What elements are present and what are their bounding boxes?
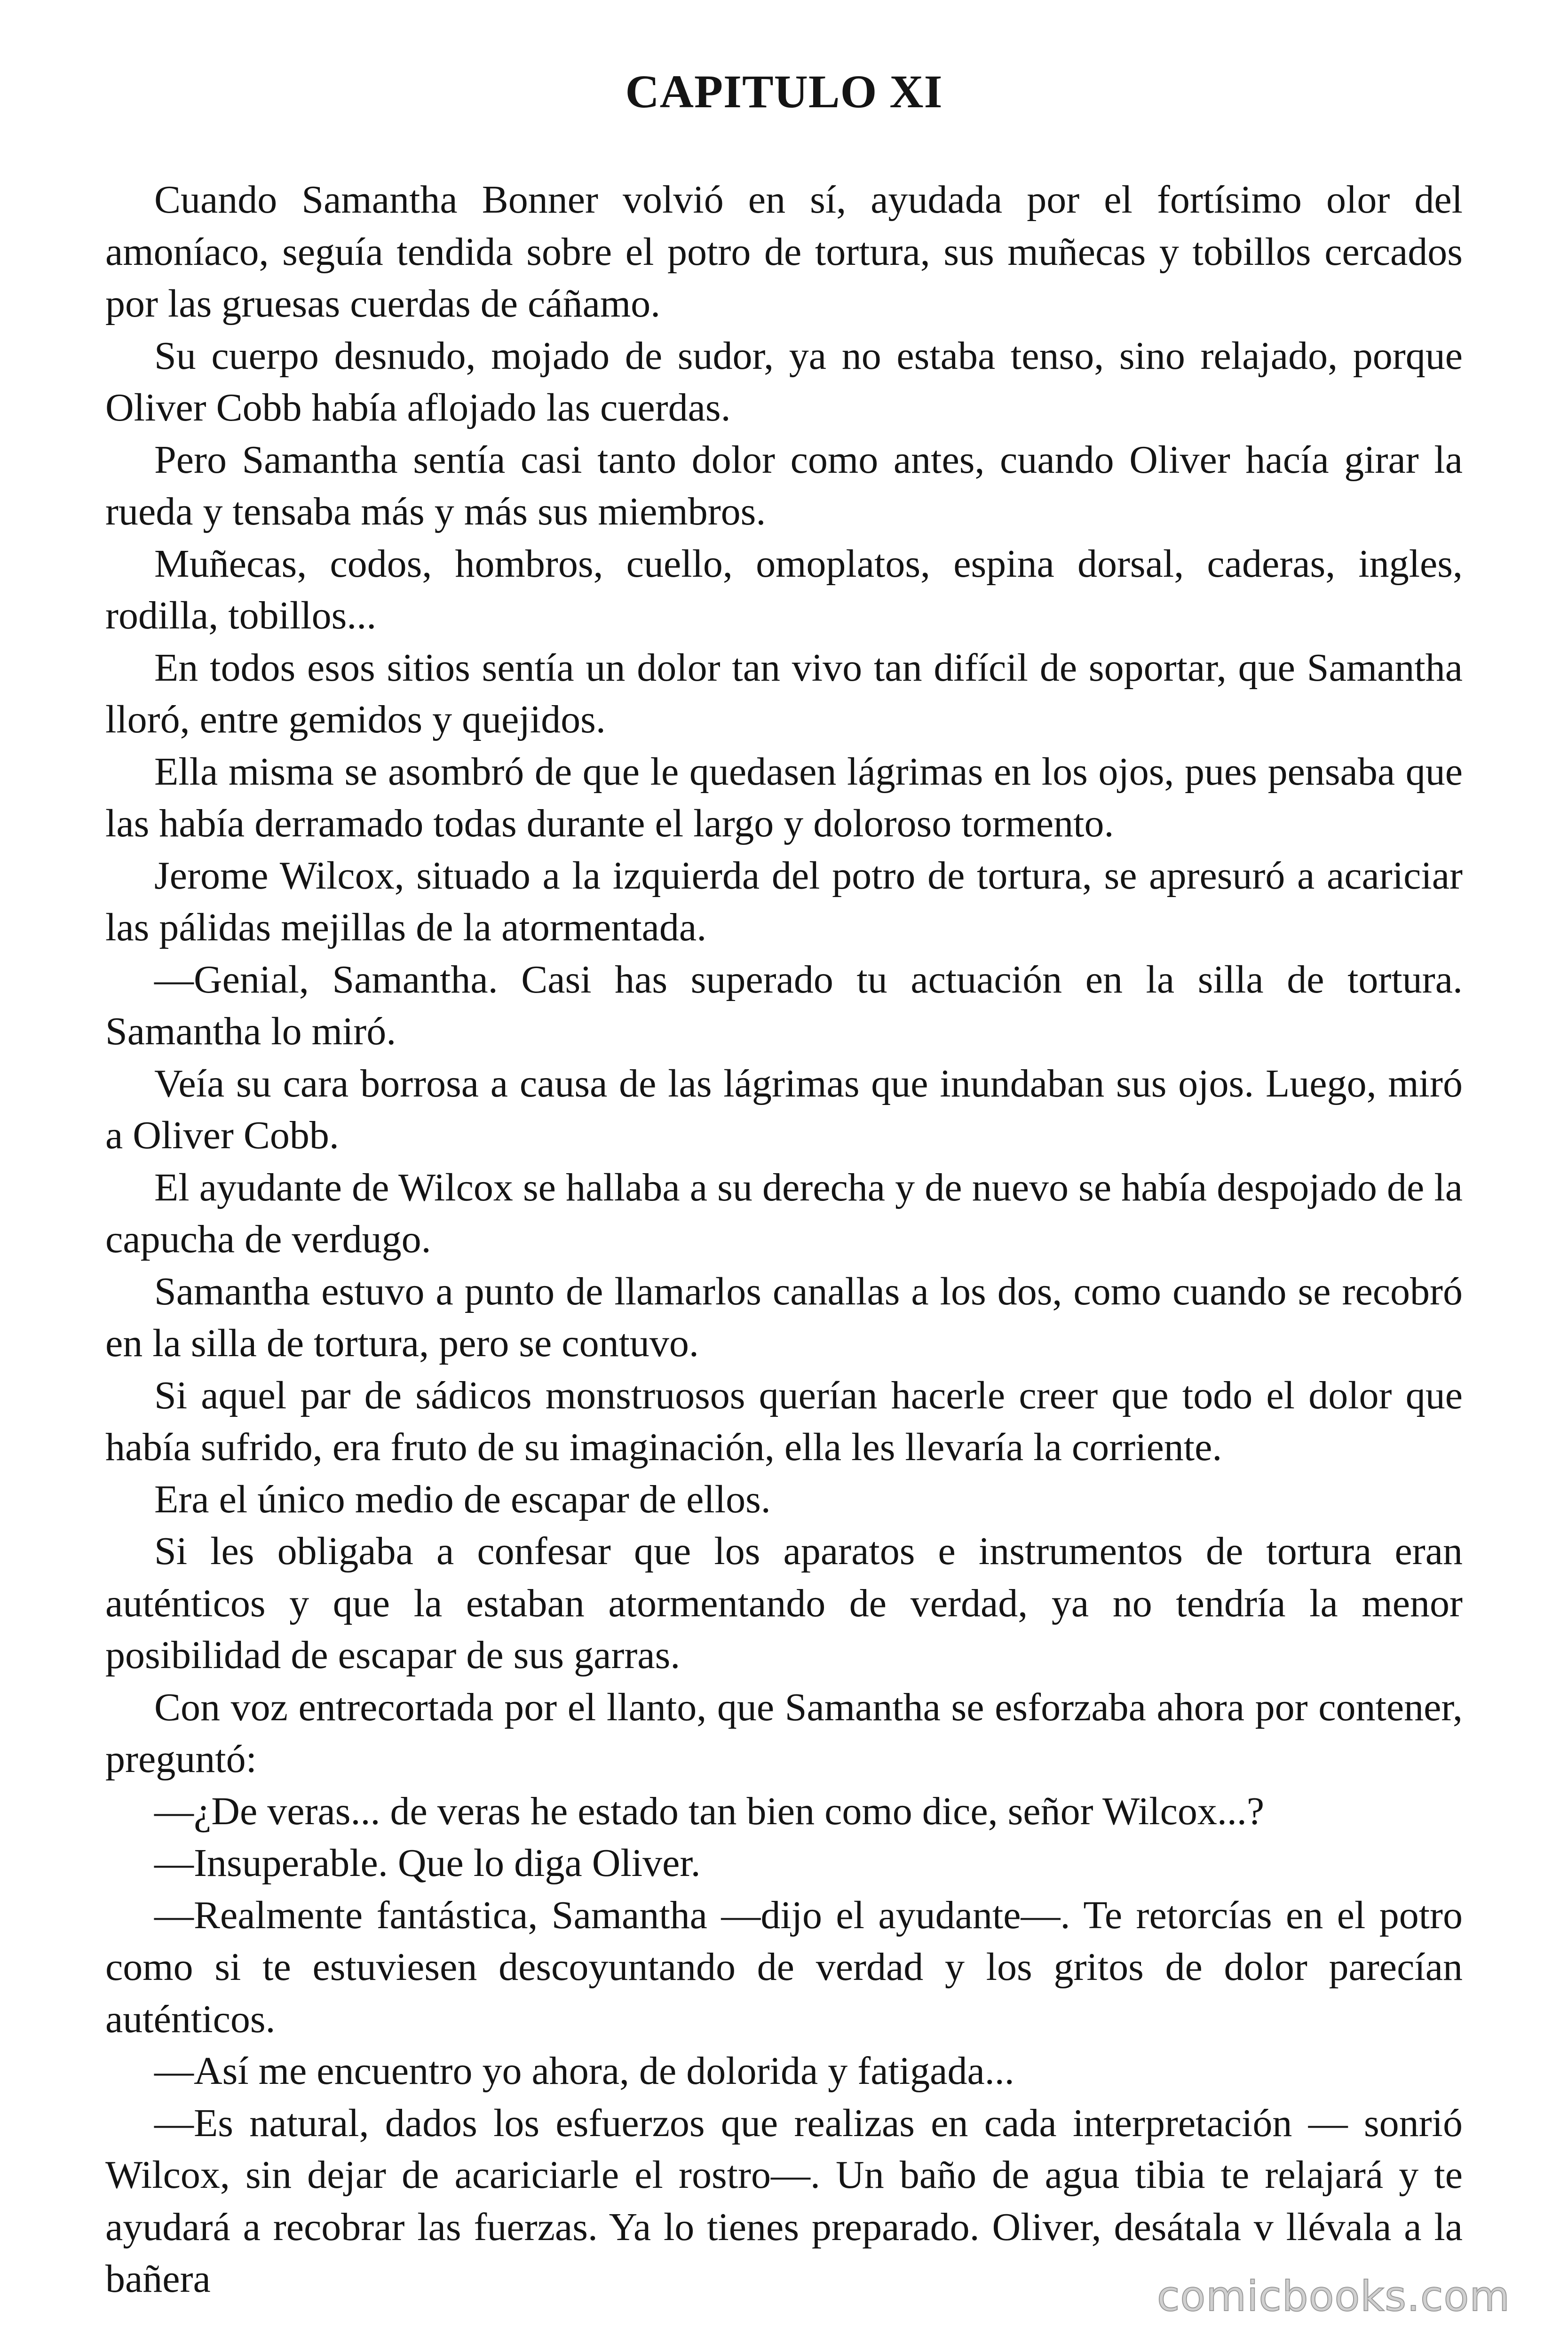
paragraph: Pero Samantha sentía casi tanto dolor como antes, cuando Oliver hacía girar la rueda y tensaba más y más sus miembros. xyxy=(105,437,1463,533)
paragraph: —Es natural, dados los esfuerzos que realizas en cada interpretación — sonrió Wilcox, sin dejar de acariciarle el rostro—. Un baño de agua tibia te relajará y te ayudará a recobrar las fuerzas. Ya lo tienes preparado. Oliver, desátala v llévala a la bañera xyxy=(105,2101,1463,2301)
chapter-body xyxy=(105,174,1463,2305)
chapter-title: CAPITULO XI xyxy=(625,65,943,118)
paragraph: —Genial, Samantha. Casi has superado tu actuación en la silla de tortura. Samantha lo miró. xyxy=(105,957,1463,1053)
paragraph: Si aquel par de sádicos monstruosos querían hacerle creer que todo el dolor que había sufrido, era fruto de su imaginación, ella les llevaría la corriente. xyxy=(105,1373,1463,1469)
paragraph: Su cuerpo desnudo, mojado de sudor, ya no estaba tenso, sino relajado, porque Oliver Cobb había aflojado las cuerdas. xyxy=(105,334,1463,429)
paragraph: Cuando Samantha Bonner volvió en sí, ayudada por el fortísimo olor del amoníaco, seguía tendida sobre el potro de tortura, sus muñecas y tobillos cercados por las gruesas cuerdas de cáñamo. xyxy=(105,178,1463,326)
paragraph: —Realmente fantástica, Samantha —dijo el ayudante—. Te retorcías en el potro como si te estuviesen descoyuntando de verdad y los gritos de dolor parecían auténticos. xyxy=(105,1893,1463,2041)
paragraph: Samantha estuvo a punto de llamarlos canallas a los dos, como cuando se recobró en la silla de tortura, pero se contuvo. xyxy=(105,1269,1463,1365)
paragraph: —Así me encuentro yo ahora, de dolorida y fatigada... xyxy=(154,2049,1014,2093)
paragraph: En todos esos sitios sentía un dolor tan vivo tan difícil de soportar, que Samantha lloró, entre gemidos y quejidos. xyxy=(105,645,1463,741)
paragraph: Ella misma se asombró de que le quedasen lágrimas en los ojos, pues pensaba que las había derramado todas durante el largo y doloroso tormento. xyxy=(105,749,1463,845)
paragraph: Jerome Wilcox, situado a la izquierda del potro de tortura, se apresuró a acariciar las pálidas mejillas de la atormentada. xyxy=(105,853,1463,949)
paragraph: Muñecas, codos, hombros, cuello, omoplatos, espina dorsal, caderas, ingles, rodilla, tobillos... xyxy=(105,541,1463,637)
paragraph: Si les obligaba a confesar que los aparatos e instrumentos de tortura eran auténticos y que la estaban atormentando de verdad, ya no tendría la menor posibilidad de escapar de sus garras. xyxy=(105,1529,1463,1677)
paragraph: Veía su cara borrosa a causa de las lágrimas que inundaban sus ojos. Luego, miró a Oliver Cobb. xyxy=(105,1061,1463,1157)
paragraph: Con voz entrecortada por el llanto, que Samantha se esforzaba ahora por contener, preguntó: xyxy=(105,1685,1463,1781)
paragraph: El ayudante de Wilcox se hallaba a su derecha y de nuevo se había despojado de la capucha de verdugo. xyxy=(105,1165,1463,1261)
paragraph: Era el único medio de escapar de ellos. xyxy=(154,1477,771,1521)
paragraph: —¿De veras... de veras he estado tan bien como dice, señor Wilcox...? xyxy=(154,1789,1265,1833)
watermark: comicbooks.com xyxy=(1157,2272,1511,2320)
paragraph: —Insuperable. Que lo diga Oliver. xyxy=(154,1841,701,1885)
